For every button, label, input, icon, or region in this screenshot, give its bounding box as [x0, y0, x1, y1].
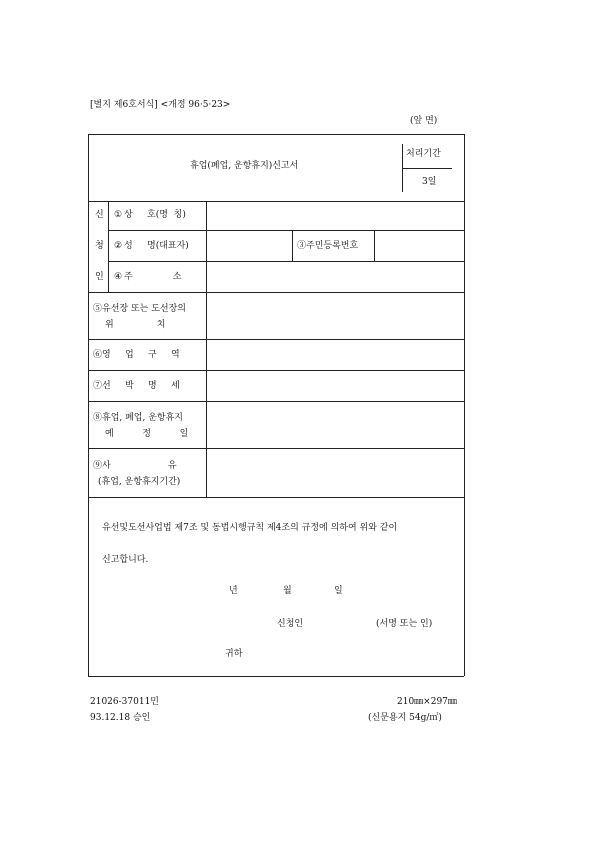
field-num: ④ [114, 272, 123, 282]
applicant-side-char: 인 [95, 272, 104, 282]
processing-period-value: 3일 [422, 177, 437, 187]
business-name-label: 상 호(명 칭) [124, 210, 186, 220]
paper-size: 210㎜×297㎜ [397, 697, 457, 707]
form-title: 휴업(폐업, 운항휴지)신고서 [190, 161, 299, 171]
location-label-sub: 위 치 [105, 320, 166, 330]
business-area-label: ⑥영 업 구 역 [93, 350, 180, 360]
reason-label-sub: (휴업, 운항휴지기간) [98, 477, 181, 487]
representative-name-label: 성 명(대표자) [124, 241, 189, 251]
field-num: ① [114, 210, 123, 220]
applicant-side-char: 신 [95, 210, 104, 220]
reason-label: ⑨사 유 [93, 461, 177, 471]
addressee-label: 귀하 [225, 649, 243, 659]
date-day: 일 [334, 586, 343, 596]
field-num: ② [114, 241, 123, 251]
form-code: 21026-37011민 [90, 697, 159, 707]
date-year: 년 [229, 586, 238, 596]
processing-period-label: 처리기간 [406, 149, 441, 159]
location-label: ⑤유선장 또는 도선장의 [93, 304, 186, 314]
signature-label: (서명 또는 인) [376, 619, 433, 629]
page-side-label: (앞 면) [410, 116, 438, 126]
applicant-signer-label: 신청인 [277, 619, 304, 629]
approval-date: 93.12.18 승인 [90, 713, 151, 723]
form-number: [별지 제6호서식] <개정 96·5·23> [90, 100, 231, 110]
suspension-date-label: ⑧휴업, 폐업, 운항휴지 [93, 413, 183, 423]
statement-text-end: 신고합니다. [102, 555, 149, 565]
address-label: 주 소 [124, 272, 182, 282]
date-month: 월 [283, 586, 292, 596]
vessel-details-label: ⑦선 박 명 세 [93, 381, 180, 391]
paper-type: (신문용지 54g/㎡) [368, 713, 442, 723]
applicant-side-char: 청 [95, 241, 104, 251]
statement-text: 유선및도선사업법 제7조 및 동법시행규칙 제4조의 규정에 의하여 위와 같이 [102, 523, 398, 533]
resident-number-label: ③주민등록번호 [297, 241, 359, 251]
suspension-date-label-sub: 예 정 일 [105, 429, 189, 439]
